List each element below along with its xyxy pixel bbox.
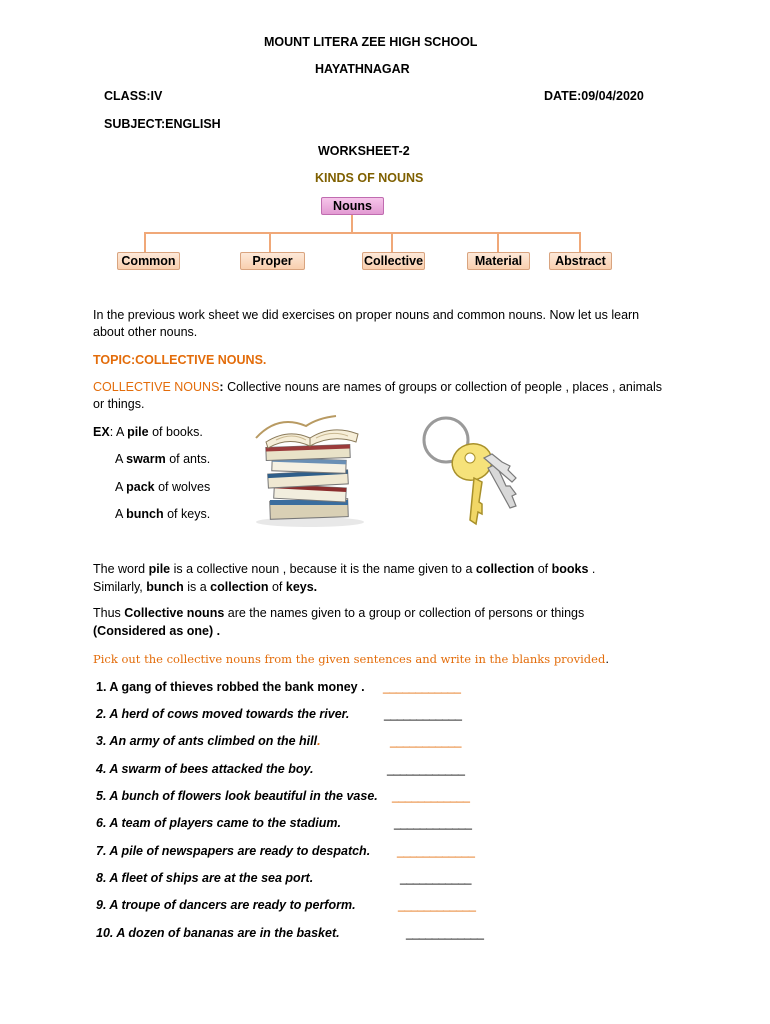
answer-blank-2[interactable]: ____________ xyxy=(384,707,462,721)
answer-blank-9[interactable]: ____________ xyxy=(398,898,476,912)
diagram-child-abstract: Abstract xyxy=(549,252,612,270)
instruction-end: . xyxy=(605,652,609,666)
example-text: of books. xyxy=(148,425,203,439)
answer-blank-6[interactable]: ____________ xyxy=(394,816,472,830)
question-3-text: 3. An army of ants climbed on the hill xyxy=(96,734,318,748)
instruction-text: Pick out the collective nouns from the given sentences and write in the blanks provided xyxy=(93,652,606,666)
question-8: 8. A fleet of ships are at the sea port. xyxy=(96,871,314,885)
diagram-connector xyxy=(144,232,146,252)
diagram-child-collective: Collective xyxy=(363,254,424,268)
answer-blank-7[interactable]: ____________ xyxy=(397,844,475,858)
explanation-line-4: (Considered as one) . xyxy=(93,624,221,638)
question-2: 2. A herd of cows moved towards the river. xyxy=(96,707,350,721)
definition-line-1 xyxy=(93,379,662,396)
diagram-child-proper: Proper xyxy=(240,252,305,270)
keys-illustration xyxy=(412,412,522,530)
example-line xyxy=(115,479,210,496)
example-line xyxy=(93,424,203,441)
question-5: 5. A bunch of flowers look beautiful in the vase. xyxy=(96,789,378,803)
question-3-dot: . xyxy=(317,734,321,748)
explanation-text: is a collective noun , because it is the name given to a xyxy=(170,562,476,576)
explanation-bold: bunch xyxy=(146,580,184,594)
page-title: KINDS OF NOUNS xyxy=(315,171,424,185)
question-6: 6. A team of players came to the stadium. xyxy=(96,816,341,830)
worksheet-label: WORKSHEET-2 xyxy=(318,144,410,158)
example-text: of wolves xyxy=(154,480,211,494)
example-collective-noun: pile xyxy=(127,425,149,439)
diagram-connector xyxy=(391,232,393,252)
example-text: of ants. xyxy=(165,452,211,466)
explanation-text: of xyxy=(268,580,286,594)
explanation-line-3 xyxy=(93,605,584,622)
explanation-text: Thus xyxy=(93,606,125,620)
date-label: DATE:09/04/2020 xyxy=(544,89,644,103)
diagram-connector xyxy=(579,232,581,252)
example-text: A xyxy=(115,452,127,466)
answer-blank-10[interactable]: ____________ xyxy=(406,926,484,940)
explanation-bold: collection xyxy=(475,562,535,576)
diagram-connector xyxy=(269,232,271,252)
explanation-bold: pile xyxy=(148,562,171,576)
explanation-text: Similarly, xyxy=(93,580,147,594)
diagram-connector xyxy=(497,232,499,252)
answer-blank-8[interactable]: ___________ xyxy=(400,871,471,885)
explanation-bold: collection xyxy=(210,580,269,594)
definition-line-2: or things. xyxy=(93,397,145,411)
diagram-child-material: Material xyxy=(467,252,530,270)
definition-text: Collective nouns are names of groups or collection of people , places , animals xyxy=(223,380,663,394)
example-line xyxy=(115,451,210,468)
explanation-text: is a xyxy=(183,580,211,594)
example-collective-noun: swarm xyxy=(126,452,166,466)
answer-blank-4[interactable]: ____________ xyxy=(387,762,465,776)
books-illustration xyxy=(248,404,368,528)
answer-blank-1[interactable]: ____________ xyxy=(383,680,461,694)
question-10: 10. A dozen of bananas are in the basket. xyxy=(96,926,340,940)
question-4: 4. A swarm of bees attacked the boy. xyxy=(96,762,314,776)
diagram-connector xyxy=(351,215,353,233)
explanation-line-2 xyxy=(93,579,317,596)
example-line xyxy=(115,506,210,523)
explanation-bold: Collective nouns xyxy=(124,606,225,620)
answer-blank-5[interactable]: ____________ xyxy=(392,789,470,803)
definition-colon: : xyxy=(219,380,224,394)
diagram-child-common: Common xyxy=(117,252,180,270)
school-location: HAYATHNAGAR xyxy=(315,62,410,76)
example-collective-noun: bunch xyxy=(126,507,164,521)
intro-line-2: about other nouns. xyxy=(93,325,198,339)
explanation-text: are the names given to a group or collection of persons or things xyxy=(224,606,585,620)
school-name: MOUNT LITERA ZEE HIGH SCHOOL xyxy=(264,35,478,49)
definition-term: COLLECTIVE NOUNS xyxy=(93,380,220,394)
class-label: CLASS:IV xyxy=(104,89,163,103)
topic-heading: TOPIC:COLLECTIVE NOUNS. xyxy=(93,353,267,367)
explanation-bold: books xyxy=(551,562,589,576)
question-7: 7. A pile of newspapers are ready to despatch. xyxy=(96,844,371,858)
subject-label: SUBJECT:ENGLISH xyxy=(104,117,221,131)
diagram-root-nouns: Nouns xyxy=(321,197,384,215)
example-prefix: EX xyxy=(93,425,110,439)
question-1: 1. A gang of thieves robbed the bank money . xyxy=(96,680,365,694)
example-collective-noun: pack xyxy=(126,480,155,494)
example-text: A xyxy=(115,480,127,494)
diagram-connector xyxy=(144,232,581,234)
explanation-bold: keys. xyxy=(285,580,318,594)
explanation-text: The word xyxy=(93,562,149,576)
explanation-text: of xyxy=(534,562,552,576)
explanation-line-1 xyxy=(93,561,595,578)
example-text: : A xyxy=(109,425,128,439)
intro-line-1: In the previous work sheet we did exercises on proper nouns and common nouns. Now let us learn xyxy=(93,308,640,322)
example-text: A xyxy=(115,507,127,521)
question-9: 9. A troupe of dancers are ready to perform. xyxy=(96,898,356,912)
explanation-text: . xyxy=(588,562,596,576)
question-3 xyxy=(96,733,321,749)
answer-blank-3[interactable]: ___________ xyxy=(390,734,461,748)
instruction xyxy=(93,651,609,668)
example-text: of keys. xyxy=(163,507,211,521)
